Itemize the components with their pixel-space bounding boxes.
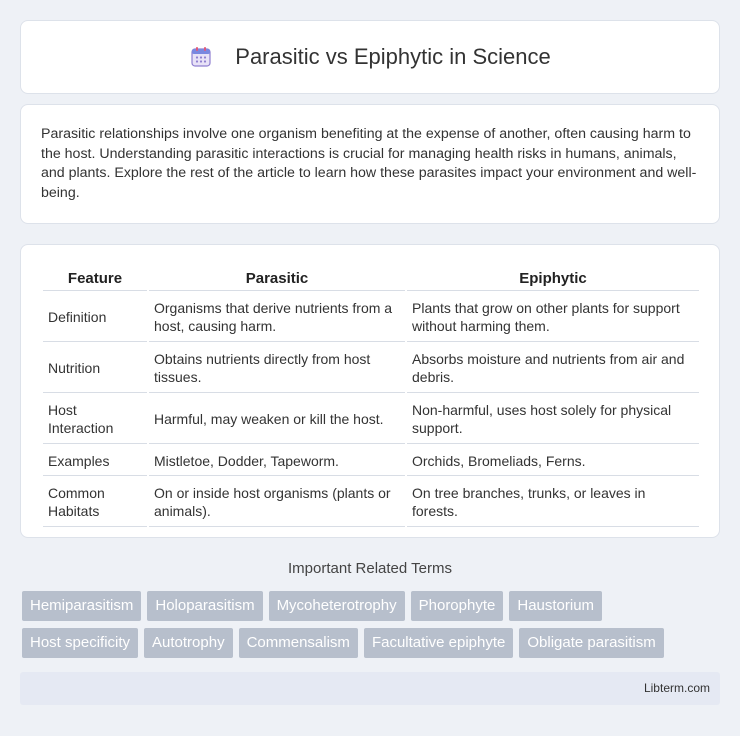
table-row [43, 395, 699, 444]
related-term-tag[interactable]: Host specificity [22, 628, 138, 658]
row-epiphytic: On tree branches, trunks, or leaves in forests. [407, 478, 699, 527]
related-term-tag[interactable]: Commensalism [239, 628, 358, 658]
comparison-table-card [20, 244, 720, 538]
related-term-tag[interactable]: Facultative epiphyte [364, 628, 513, 658]
table-row [43, 293, 699, 342]
table-row [43, 446, 699, 476]
table-row [43, 344, 699, 393]
row-parasitic: Harmful, may weaken or kill the host. [149, 395, 405, 444]
related-terms-list [22, 591, 722, 658]
column-header-feature: Feature [43, 267, 147, 291]
related-term-tag[interactable]: Obligate parasitism [519, 628, 663, 658]
footer-site-link[interactable]: Libterm.com [643, 681, 710, 695]
row-parasitic: Obtains nutrients directly from host tissues. [149, 344, 405, 393]
row-epiphytic: Orchids, Bromeliads, Ferns. [407, 446, 699, 476]
title-card [20, 20, 720, 94]
related-term-tag[interactable]: Phorophyte [411, 591, 504, 621]
related-term-tag[interactable]: Autotrophy [144, 628, 233, 658]
row-parasitic: Mistletoe, Dodder, Tapeworm. [149, 446, 405, 476]
row-feature: Examples [43, 446, 147, 476]
related-term-tag[interactable]: Holoparasitism [147, 591, 262, 621]
intro-card [20, 104, 720, 224]
row-epiphytic: Non-harmful, uses host solely for physical support. [407, 395, 699, 444]
row-parasitic: On or inside host organisms (plants or animals). [149, 478, 405, 527]
row-parasitic: Organisms that derive nutrients from a host, causing harm. [149, 293, 405, 342]
related-terms-title: Important Related Terms [288, 560, 452, 577]
comparison-table [41, 265, 701, 529]
table-row [43, 478, 699, 527]
table-header-row [43, 267, 699, 291]
intro-text: Parasitic relationships involve one organism benefiting at the expense of another, often causing harm to the host. Understanding parasitic interactions is crucial for managing health risks in humans, animals, and plants. Explore the rest of the article to learn how these parasites impact your environment and well-being. [41, 126, 697, 201]
column-header-epiphytic: Epiphytic [407, 267, 699, 291]
row-epiphytic: Plants that grow on other plants for support without harming them. [407, 293, 699, 342]
related-term-tag[interactable]: Haustorium [509, 591, 602, 621]
row-feature: Host Interaction [43, 395, 147, 444]
row-feature: Nutrition [43, 344, 147, 393]
page-title: Parasitic vs Epiphytic in Science [235, 44, 551, 69]
row-feature: Common Habitats [43, 478, 147, 527]
related-term-tag[interactable]: Hemiparasitism [22, 591, 141, 621]
related-term-tag[interactable]: Mycoheterotrophy [269, 591, 405, 621]
column-header-parasitic: Parasitic [149, 267, 405, 291]
row-feature: Definition [43, 293, 147, 342]
calendar-icon [189, 45, 213, 69]
row-epiphytic: Absorbs moisture and nutrients from air and debris. [407, 344, 699, 393]
footer [20, 672, 720, 705]
